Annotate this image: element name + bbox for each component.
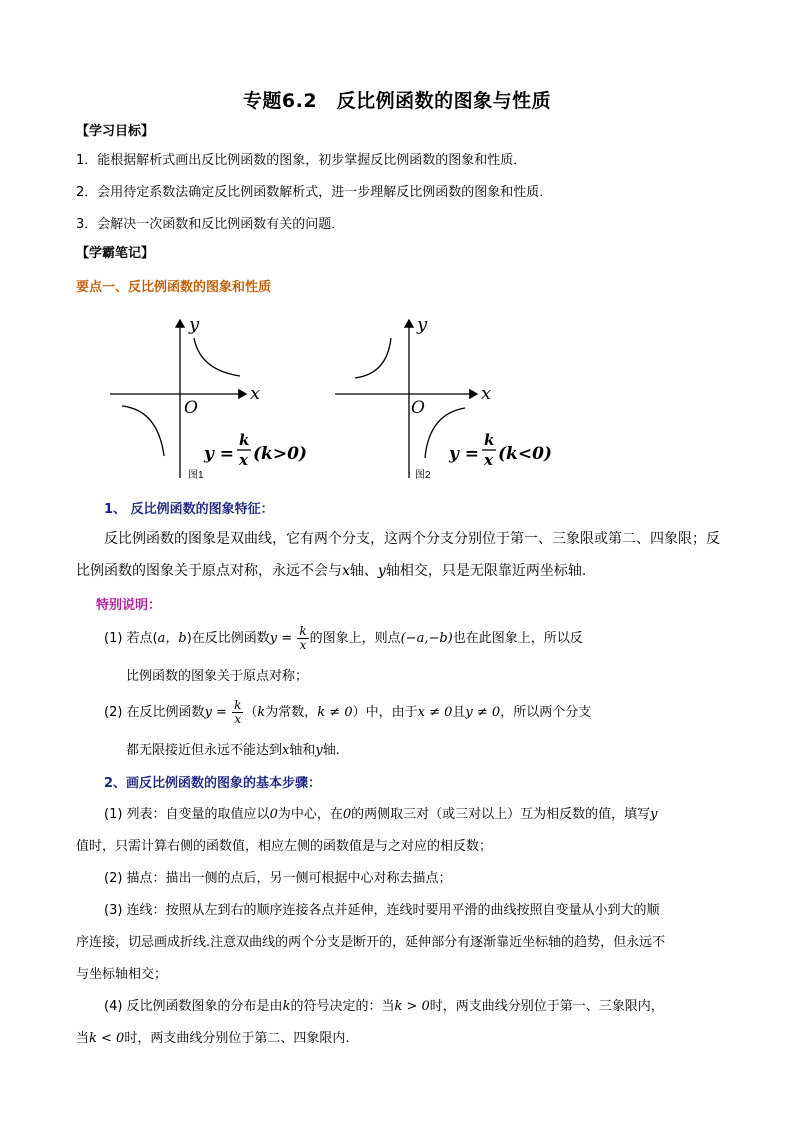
- figure-caption: 图2: [415, 470, 431, 481]
- step-1-line: 值时，只需计算右侧的函数值，相应左侧的函数值是与之对应的相反数；: [76, 839, 493, 854]
- equation-numerator: k: [239, 431, 250, 449]
- section-1-heading: 1、 反比例函数的图象特征：: [104, 502, 274, 517]
- section-1-paragraph-line: 比例函数的图象关于原点对称，永远不会与x轴、y轴相交，只是无限靠近两坐标轴.: [76, 563, 587, 579]
- page-title: 专题6.2 反比例函数的图象与性质: [242, 90, 552, 112]
- step-3-line: 与坐标轴相交；: [76, 967, 168, 982]
- y-axis-label: y: [189, 314, 200, 335]
- equation-denominator: x: [239, 451, 248, 469]
- equation-numerator: k: [484, 431, 495, 449]
- step-3-line: 序连接，切忌画成折线.注意双曲线的两个分支是断开的，延伸部分有逐渐靠近坐标轴的趋势，但永远不: [76, 935, 666, 950]
- section-1-paragraph-line: 反比例函数的图象是双曲线，它有两个分支，这两个分支分别位于第一、三象限或第二、四象限；反: [104, 531, 720, 547]
- origin-label: O: [411, 398, 425, 418]
- special-note-item-2: (2) 在反比例函数y = $\frac{k}{x}$ （k为常数，k ≠ 0）中，由于x ≠ 0且y ≠ 0，所以两个分支: [104, 698, 592, 726]
- equation-condition: (k>0): [253, 444, 307, 464]
- step-3-line: (3) 连线：按照从左到右的顺序连接各点并延伸，连线时要用平滑的曲线按照自变量从小到大的顺: [104, 903, 660, 918]
- hyperbola-branch-q1: [194, 338, 240, 376]
- step-1-line: (1) 列表：自变量的取值应以0为中心，在0的两侧取三对（或三对以上）互为相反数的值，填写y: [104, 807, 658, 822]
- figure-2-graph: [325, 308, 555, 483]
- fraction-k-over-x: $\frac{k}{x}$: [299, 624, 307, 652]
- x-axis-label: x: [250, 383, 261, 404]
- equation-condition: (k<0): [498, 444, 552, 464]
- special-note-item-1: (1) 若点(a，b)在反比例函数y = $\frac{k}{x}$ 的图象上，则点(−a,−b)也在此图象上，所以反: [104, 624, 583, 652]
- fraction-k-over-x: $\frac{k}{x}$: [234, 698, 242, 726]
- x-axis-label: x: [481, 383, 492, 404]
- objective-item: 2．会用待定系数法确定反比例函数解析式，进一步理解反比例函数的图象和性质．: [76, 185, 553, 200]
- key-point-heading: 要点一、反比例函数的图象和性质: [76, 280, 272, 295]
- hyperbola-branch-q2: [355, 338, 391, 378]
- objectives-header: 【学习目标】: [76, 124, 155, 139]
- step-4-line: 当k < 0时，两支曲线分别位于第二、四象限内.: [76, 1031, 350, 1046]
- special-note-item-2-cont: 都无限接近但永远不能达到x轴和y轴.: [126, 743, 340, 758]
- section-2-heading: 2、画反比例函数的图象的基本步骤：: [104, 776, 322, 791]
- hyperbola-branch-q3: [122, 406, 164, 456]
- equation-lhs: y =: [204, 444, 235, 464]
- step-2-line: (2) 描点：描出一侧的点后，另一侧可根据中心对称去描点；: [104, 871, 452, 886]
- y-axis-label: y: [417, 314, 428, 335]
- equation-denominator: x: [484, 451, 493, 469]
- objective-item: 1．能根据解析式画出反比例函数的图象，初步掌握反比例函数的图象和性质．: [76, 153, 527, 168]
- special-note-item-1-cont: 比例函数的图象关于原点对称；: [126, 669, 309, 684]
- equation-lhs: y =: [449, 444, 480, 464]
- origin-label: O: [184, 398, 198, 418]
- step-4-line: (4) 反比例函数图象的分布是由k的符号决定的：当k > 0时，两支曲线分别位于第一、三象限内，: [104, 999, 664, 1014]
- figure-caption: 图1: [188, 470, 204, 481]
- notes-header: 【学霸笔记】: [76, 246, 155, 261]
- special-note-heading: 特别说明：: [96, 598, 162, 613]
- figure-1-graph: [100, 308, 315, 483]
- objective-item: 3．会解决一次函数和反比例函数有关的问题．: [76, 217, 345, 232]
